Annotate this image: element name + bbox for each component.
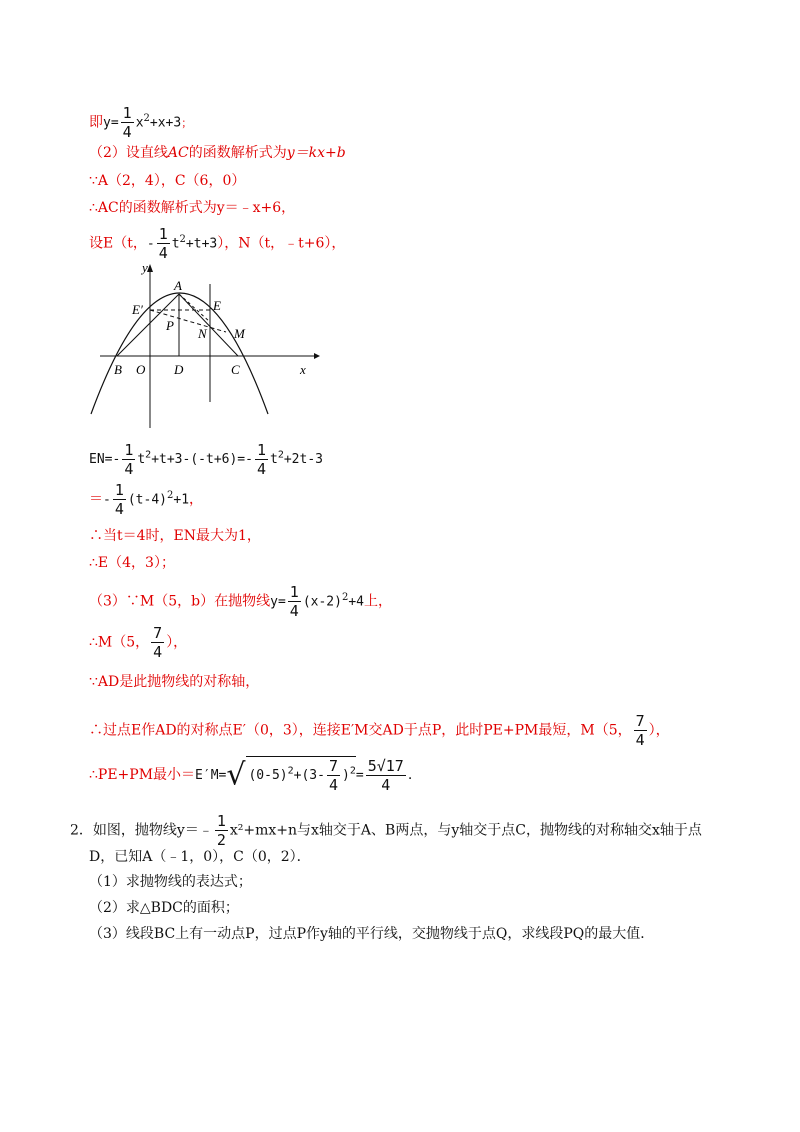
text: ∴过点E作AD的对称点E′（0，3），连接E′M交AD于点P，此时PE+PM最短，M（5， (89, 722, 632, 739)
text: (t-4) (127, 492, 167, 508)
text: EN=- (89, 452, 121, 467)
denominator: 4 (381, 775, 391, 794)
radicand (246, 756, 355, 794)
denominator: 4 (158, 244, 168, 262)
denominator: 4 (328, 776, 338, 794)
fraction (255, 441, 268, 478)
text: +x+3 (149, 115, 182, 131)
text: 上， (363, 593, 392, 610)
answer-line-EN (89, 441, 323, 478)
text: ∴AC的函数解析式为y＝﹣x+6， (89, 200, 296, 216)
fraction (215, 812, 228, 849)
denominator: 4 (114, 500, 124, 518)
exponent: 2 (349, 765, 356, 777)
label-B: B (114, 362, 122, 377)
numerator: 1 (289, 583, 299, 601)
text: y= (270, 594, 286, 610)
answer-line-9 (89, 552, 175, 572)
text: ∴当t＝4时，EN最大为1， (89, 528, 261, 544)
text: ）， (166, 634, 188, 651)
text: （1）求抛物线的表达式； (89, 874, 252, 890)
exponent: 2 (179, 233, 186, 245)
answer-line-8 (89, 525, 261, 545)
label-O: O (136, 362, 146, 377)
exponent: 2 (287, 765, 294, 777)
fraction (157, 225, 170, 262)
y-axis-arrow-icon (147, 264, 153, 272)
answer-line-3 (89, 170, 245, 190)
label-M: M (234, 326, 245, 341)
text: ， (189, 491, 204, 508)
label-y: y (142, 262, 148, 275)
question-2-line-2 (89, 846, 311, 866)
answer-line-10 (89, 583, 392, 620)
numerator: 1 (122, 104, 132, 122)
sqrt-icon: √ (226, 757, 246, 793)
text: ∵A（2，4），C（6，0） (89, 173, 246, 189)
parabola-figure (88, 262, 320, 428)
label-P: P (166, 318, 174, 333)
text: ) (342, 768, 350, 783)
question-2-line-1 (70, 812, 702, 849)
exponent: 2 (341, 591, 349, 603)
text: y＝kx+b (286, 145, 346, 161)
text: ∴M（5， (89, 634, 150, 651)
exponent: 2 (167, 489, 174, 501)
numerator: 7 (328, 757, 338, 775)
answer-line-4 (89, 197, 295, 217)
answer-line-2 (89, 142, 346, 162)
denominator: 4 (256, 460, 266, 478)
denominator: 4 (122, 123, 132, 141)
denominator: 4 (635, 731, 645, 749)
text: （2）设直线 (89, 145, 168, 161)
exponent: 2 (277, 449, 284, 461)
text: - (103, 492, 111, 508)
label-E: E (213, 298, 221, 313)
text: - (146, 236, 155, 252)
numerator: 1 (124, 441, 134, 459)
x-axis-arrow-icon (314, 353, 320, 359)
text: ； (181, 116, 193, 130)
text: 即 (89, 114, 103, 131)
exponent: 2 (145, 449, 152, 461)
fraction (121, 104, 134, 141)
label-A: A (174, 278, 182, 293)
denominator: 4 (124, 460, 134, 478)
text: +(3- (293, 768, 325, 783)
text: ∴E（4，3）； (89, 555, 175, 571)
text: +4 (348, 594, 364, 610)
text: ∵AD是此抛物线的对称轴， (89, 674, 260, 690)
text: D，已知A（﹣1，0），C（0，2）． (89, 849, 311, 865)
text: ∴PE+PM最小＝ (89, 767, 196, 783)
text: 如图，抛物线y＝﹣ (92, 822, 213, 839)
fraction (113, 481, 126, 518)
fraction (634, 712, 647, 749)
fraction (366, 757, 406, 794)
text: y= (103, 115, 119, 131)
dashed-E1-M (150, 310, 226, 332)
question-2-sub-3 (89, 923, 654, 943)
text: 的函数解析式为 (188, 145, 287, 161)
text: ），N（t，﹣t+6）， (217, 235, 346, 252)
numerator: 1 (114, 481, 124, 499)
text: AC (167, 145, 189, 161)
dashed-A-N (179, 294, 210, 322)
label-N: N (198, 326, 207, 341)
text: x²+mx+n与x轴交于A、B两点，与y轴交于点C，抛物线的对称轴交x轴于点 (229, 822, 702, 839)
fraction (288, 583, 301, 620)
answer-line-11 (89, 624, 187, 661)
label-x: x (300, 362, 306, 377)
text: 设E（t， (89, 235, 147, 252)
numerator: 5√17 (367, 756, 404, 775)
fraction (327, 757, 340, 794)
label-D: D (174, 362, 184, 377)
denominator: 2 (216, 831, 226, 849)
question-2-sub-2 (89, 897, 239, 917)
text: . (407, 767, 413, 783)
text: +t+3-(-t+6)=- (151, 452, 253, 467)
fraction (122, 441, 135, 478)
question-number: 2． (70, 822, 93, 839)
label-C: C (231, 362, 240, 377)
text: +1 (173, 492, 190, 508)
segment-AC (179, 294, 238, 356)
text: E′M= (195, 768, 227, 783)
text: +t+3 (185, 236, 218, 252)
text: t (269, 452, 278, 467)
text: t (171, 236, 180, 252)
text: （2）求△BDC的面积； (89, 900, 239, 916)
text: ）， (648, 722, 670, 739)
answer-line-5 (89, 225, 345, 262)
numerator: 7 (153, 624, 163, 642)
label-E-prime: E′ (132, 302, 143, 317)
text: （3）线段BC上有一动点P，过点P作y轴的平行线，交抛物线于点Q，求线段PQ的最大值． (89, 926, 655, 942)
text: （3）∵M（5，b）在抛物线 (89, 593, 271, 610)
text: (0-5) (248, 768, 288, 783)
text: ＝ (89, 491, 103, 508)
numerator: 1 (256, 441, 266, 459)
text: +2t-3 (283, 452, 323, 467)
fraction (151, 624, 164, 661)
answer-line-1 (89, 104, 192, 141)
question-2-sub-1 (89, 871, 252, 891)
numerator: 7 (635, 712, 645, 730)
numerator: 1 (216, 812, 226, 830)
answer-line-12 (89, 671, 259, 691)
text: x (135, 115, 144, 131)
exponent: 2 (143, 112, 150, 124)
answer-line-7 (89, 481, 203, 518)
answer-line-14 (89, 756, 412, 794)
text: (x-2) (302, 594, 342, 610)
text: t (137, 452, 146, 467)
denominator: 4 (153, 643, 163, 661)
text: = (355, 768, 364, 783)
denominator: 4 (289, 602, 299, 620)
answer-line-13 (89, 712, 670, 749)
numerator: 1 (158, 225, 168, 243)
